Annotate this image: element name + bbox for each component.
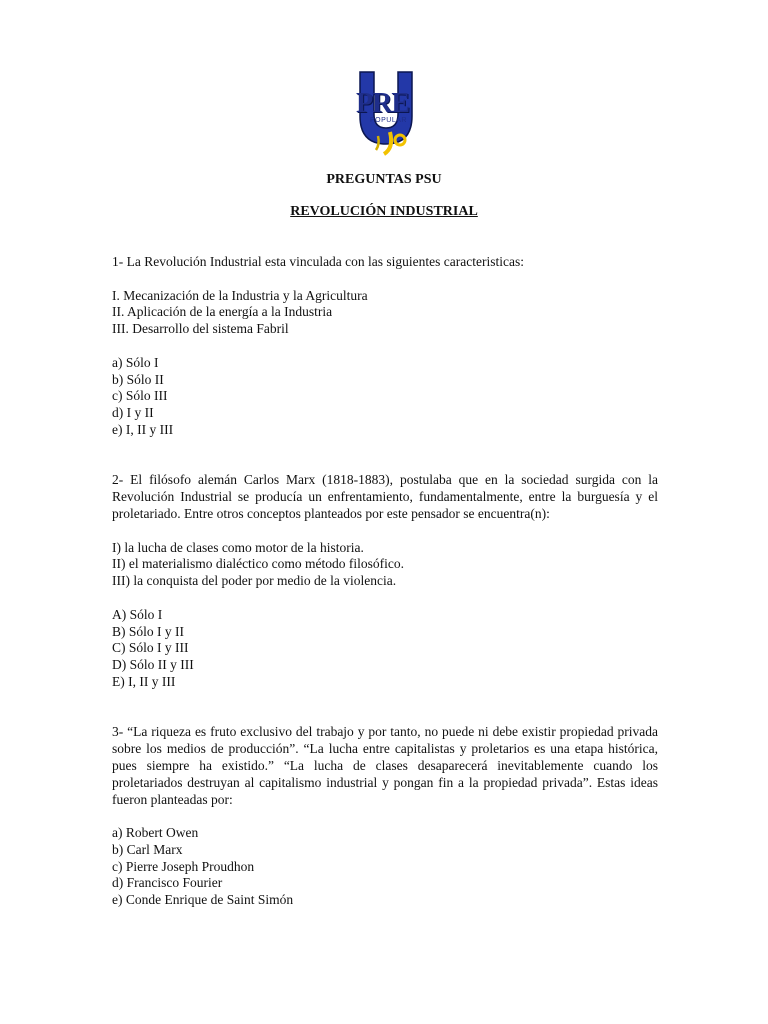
question-2-option: D) Sólo II y III [112, 657, 194, 673]
question-2-prompt: 2- El filósofo alemán Carlos Marx (1818-1883), postulaba que en la sociedad surgida con la Revolución Industrial se producía un enfrentamiento, fundamentalmente, entre la burguesía y el proletariado. Entre otros conceptos planteados por este pensador se encuentra(n): [112, 472, 658, 521]
question-3-option: a) Robert Owen [112, 825, 199, 841]
question-3-option: b) Carl Marx [112, 841, 183, 857]
question-1-option: d) I y II [112, 405, 154, 421]
question-1-option: a) Sólo I [112, 354, 159, 370]
question-1-prompt: 1- La Revolución Industrial esta vinculada con las siguientes caracteristicas: [112, 254, 524, 269]
logo-word: PRE [356, 88, 409, 119]
question-2-statement: I) la lucha de clases como motor de la historia. [112, 539, 364, 555]
question-3-option: d) Francisco Fourier [112, 875, 223, 891]
question-2-statement: II) el materialismo dialéctico como método filosófico. [112, 556, 405, 572]
question-1-statement: I. Mecanización de la Industria y la Agricultura [112, 287, 368, 303]
question-1-option: c) Sólo III [112, 388, 168, 404]
page-subtitle: REVOLUCIÓN INDUSTRIAL [290, 204, 478, 219]
question-3-prompt: 3- “La riqueza es fruto exclusivo del trabajo y por tanto, no puede ni debe existir propiedad privada sobre los medios de producción”. “La lucha entre capitalistas y proletarios es una etapa histórica, pues siempre ha existido.” “La lucha de clases desaparecerá inevitablemente cuando los proletariados destruyan al capitalismo industrial y pongan fin a la propiedad privada”. Estas ideas fueron planteadas por: [112, 724, 658, 807]
question-2-statement: III) la conquista del poder por medio de la violencia. [112, 573, 397, 589]
question-1-option: e) I, II y III [112, 421, 174, 437]
question-1-option: b) Sólo II [112, 371, 164, 387]
question-2-option: C) Sólo I y III [112, 640, 189, 656]
question-3-option: e) Conde Enrique de Saint Simón [112, 892, 294, 908]
page-title: PREGUNTAS PSU [326, 172, 442, 187]
question-2-option: A) Sólo I [112, 606, 163, 622]
preu-logo [350, 70, 422, 156]
question-2-option: B) Sólo I y II [112, 623, 184, 639]
question-list [112, 254, 658, 909]
question-1-statement: III. Desarrollo del sistema Fabril [112, 321, 289, 337]
question-3-option: c) Pierre Joseph Proudhon [112, 858, 255, 874]
question-1-statement: II. Aplicación de la energía a la Industria [112, 304, 333, 320]
question-2-option: E) I, II y III [112, 673, 176, 689]
logo-subtext: POPULAR [370, 117, 407, 124]
